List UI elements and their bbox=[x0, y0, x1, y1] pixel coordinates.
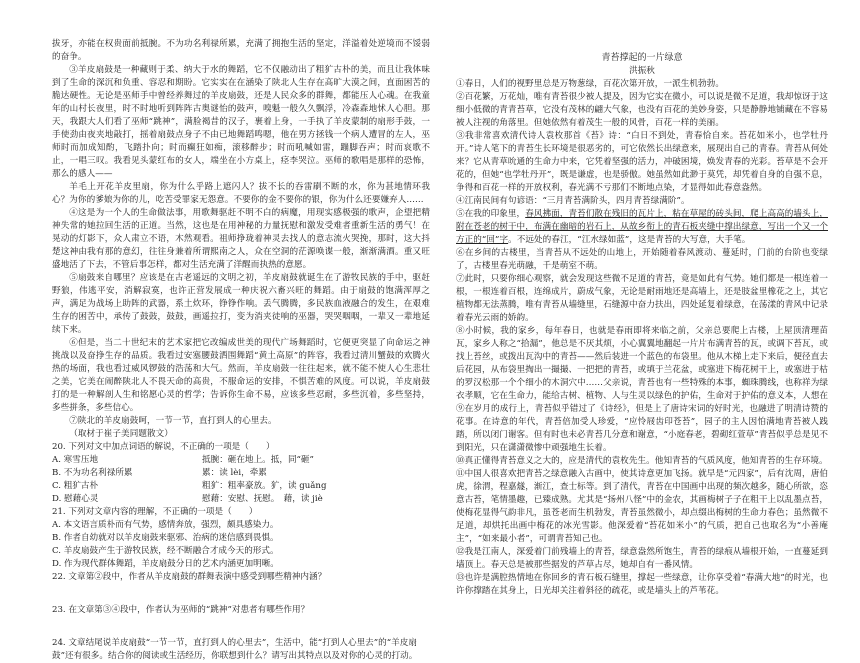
q20-option-a-term: A. 寒雪压地 bbox=[52, 455, 99, 465]
left-paragraph-7: ⑦陕北的羊皮扇鼓呵，一节一节，直打到人的心里去。 bbox=[69, 416, 277, 426]
q20-option-a-explain: 抵腕：砸在地上。抵，同“砸” bbox=[202, 455, 314, 465]
left-paragraph-4: ④这是为一个人的生命做法事，用歌舞驱赶不明不白的病魔，用现实感极强的歌声，企望把精神失常的她拉回生活的正道。当然，这也是在用神秘的力量抚慰和激发受难者重新生活的勇气！在晃动的灯影下，众人肃立不语，木然观看。祖师挣珑着神灵去找人的意志流火哭挽，那时，这大抖楚这神由我有那的意幻，往往身兼着所谓熙南之人，众在空洞的茫源唤谍一般，渐渐满酒。重又旺盛地活了下去，不管后事怎样，都对生活充满了洋醒而执热的意愿。 bbox=[52, 208, 430, 270]
right-paragraph-7: ⑦此时，只要你细心观察，就会发现这些微不足道的青苔，竟是如此有气势。她们都是一根连着一根，一根连着百根，连绵成片，蔚成气象，无论是耐雨地还是高墙上，还是肢盆里橡花之上，其它植物都无法蒸腾，唯有青苔从墙缝里，石缝源中奋力扶出，四处延复着绿意，在荡漾的青风中记录着春光云雨的娇韵。 bbox=[456, 274, 828, 323]
left-paragraph-1: 拔牙，亦能在权贵面前抵腕。不为功名利禄所累，充满了拥抱生活的坚定，洋溢着处逆境而不馁弱的奋争。 bbox=[52, 39, 430, 62]
right-paragraph-12: ⑫我是江南人，深爱着门前残墙上的青苔，绿意盎然所饱生，青苔的绿痕从墙根开始，一直蔓延到墙顶上。春天总是被那些据发的芦草占尽，她却自有一番风情。 bbox=[456, 547, 828, 570]
right-paragraph-10: ⑩真正懂得青苔意义之大的，应是清代的袁枚先生。他知青苔的气质风度，他知青苔的生存环境。 bbox=[456, 456, 828, 466]
right-paragraph-3: ③我非常喜欢清代诗人袁枚那首《苔》诗：“白日不到处，青春恰自来。苔花如米小，也学牡丹开。”诗人笔下的青苔生长环境是很恶劣的，可它依然长出绿意来，展现出自己的青春。青苔从何处来？它从青草吮通的生命力中来，它凭着坚强的活力，冲破困境，焕发青春的光彩。苔草是不会开花的，但她“也学牡丹开”，既是谦虚，也是骄傲。她虽然如此渺于莫凭，却凭着自身的自强不息，争得和百花一样的开放权利，春光满不亏那们不断地点染，才显得如此春意盎然。 bbox=[456, 131, 828, 193]
left-paragraph-6: ⑥但是，当二十世纪末的艺术家把它改编成世美的现代广场舞蹈时，它便更突显了向命运之神挑战以及奋挣生存的品质。我看过安塞腰鼓洒围舞蹈“黄土高原”的阵容，我看过清川蟹鼓的欢腾火热的场面，我也看过威风锣鼓的浩荡和大气。然而，羊皮扇鼓一往往起来，就不能不使人心生悲壮之美，它美在闹醉陕北人不畏天命的高贵，不服命运的安排，不惧苦难的风度。可以说，羊皮扇鼓打的是一种解剖人生和铭愿心灵的哲学；告诉你生命不易，应该多些忍耐，多些沉着，多些坚持，多些拼条，多些信心。 bbox=[52, 338, 430, 413]
q20-option-d-term: D. 慰藉心灵 bbox=[52, 494, 99, 504]
question-22: 22. 文章第②段中，作者从羊皮扇鼓的群舞表演中感受到哪些精神内涵？ bbox=[52, 572, 327, 582]
article-author: 洪振秋 bbox=[629, 66, 655, 76]
left-column bbox=[52, 38, 430, 663]
p5-underlined-sentence: 春风拂面，青苔们散在残旧的瓦片上，粘在草屋的砖头间，爬上高高的墙头上，附在苍老的树干中，布满在幽暗的岩石上，从故乡衔上的青石板夹缝中撑出绿意，写出一个又一个方正的“回”字 bbox=[456, 209, 828, 245]
right-paragraph-8: ⑧小时候，我的家乡，每年春日，也就是春雨即将来临之前，父亲总要爬上古楼，上屋顶清理苗瓦，家乡人称之“拾漏”，他总是不厌其烦，小心翼翼地翻起一片片布满青苔的瓦，或调下苔瓦，或找上苔丝，或拨出瓦沟中的青苔——然后装进一个蓝色的布袋里。他从木梯上走下来后，便径直去后花园，从布袋里掏出一撮撮、一把把的青苔，或填于兰花盆，或塞进下梅花树干上，或塞进于枯的罗汉松那一个个细小的木洞穴中……父亲说，青苔也有一些特殊的本事，蜘珠腾线，也称祥为绿衣孝顺，它在生命力，能给古树、植物、人与生灵以绿色的护佑，生命对于护佑的意义本，人想在 bbox=[456, 326, 828, 401]
q20-option-c-explain: 粗犷：粗率豪放。犷，读 guǎng bbox=[202, 481, 327, 491]
right-paragraph-9: ⑨在岁月的成行上，青苔似乎错过了《诗经》，但是上了唐诗宋词的好时光，也融进了明清诗赞的花事。在诗意的年代，青苔倍加受人珍爱，“应怜屐齿印苍苔”，园子的主人因怕满地青苔被人践踏，所以闭门谢客。但有时也未必青苔几分意和谢意，“小庭春老，碧砌红萱草”青苔似乎总是见不到阳光，只在潇潇微惨中顽强地生长着。 bbox=[456, 404, 828, 453]
question-20: 20. 下列对文中加点词语的解说，不正确的一项是（ ） bbox=[52, 442, 275, 452]
right-paragraph-1: ①春日，人们的视野里总是万物葱绿，百花次第开放，一派生机勃勃。 bbox=[456, 79, 724, 89]
q20-option-c-term: C. 粗犷古朴 bbox=[52, 481, 99, 491]
left-paragraph-3: 羊毛上开花羊皮里扇，你为什么乎路上遮闪人？拔不长的吞雷刷不断的水，你为甚地情环我心？为你的爹娘为你的儿，吃苦受罪家无怨意。不要你的金不要你的银，你为什么还要嫌弃人…… bbox=[52, 182, 430, 205]
left-paragraph-5: ⑤扇鼓来自哪里？应该是在古老遥远的文明之初，羊皮扇鼓就诞生在了游牧民族的手中，驱赶野狼，伟逃平安，消解寂寞，也许正营发展成一种庆祝六畜兴旺的舞蹈。由于扇鼓的饱满浑厚之声，满足为战场上助阵的武器，系土炊环，铮铮作响。丢气腾腾，多民族血液融合的发生，在艰难生存的困苦中，承传了鼓鼓，鼓鼓，画遥拉打，变为消夹徒响的巫器，哭哭咽咽，一辈又一辈地延续下来。 bbox=[52, 273, 430, 335]
q20-option-b bbox=[52, 467, 430, 480]
q20-option-b-explain: 累：读 lèi，牵累 bbox=[202, 468, 267, 478]
right-paragraph-4: ④江南民间有句谚语：“三月青苔满阶头，四月青苔绿满阶”。 bbox=[456, 196, 690, 206]
q21-option-c: C. 羊皮扇鼓产生于游牧民族，经不断融合才成今天的形式。 bbox=[52, 546, 279, 556]
q21-option-d: D. 作为现代群体舞蹈，羊皮扇鼓分日的艺术内涵更加明晰。 bbox=[52, 559, 279, 569]
p5-tail: 。不远处的春江，“江水绿如蓝”，这是青苔的大写意，大手笔。 bbox=[508, 235, 751, 245]
source-note: （取材于崔子美同题散文） bbox=[69, 429, 173, 439]
right-paragraph-5 bbox=[456, 208, 828, 247]
q20-option-a bbox=[52, 454, 430, 467]
question-21: 21. 下列对文章内容的理解，不正确的一项是（ ） bbox=[52, 507, 258, 517]
question-24: 24. 文章结尾说羊皮扇鼓“一节一节，直打到人的心里去”，生活中，能“打到人心里去”的“羊皮扇鼓”还有很多。结合你的阅读或生活经历，你联想到什么？请写出其特点以及对你的心灵的打动。 bbox=[52, 638, 418, 661]
article-title: 青苔撑起的一片绿意 bbox=[601, 53, 683, 63]
right-paragraph-11: ⑪中国人很喜欢把青苔之绿意融入古画中，使其诗意更加飞扬。就早是“元四家”，后有沈周，唐伯虎，徐渭，程嘉燧，渐江，查士标等。到了清代，青苔在中国画中出现的频次越多，随心所欲，恣意古苔，笔情墨趣，已臻成熟。尤其是“扬州八怪”中的金农，其画梅树子子在粗干上以乱墨点苔，使梅花显得气韵非凡，虽苍老而生机勃发，青苔虽然微小，却点缀出梅树的生命力春色；虽然微不足道，却烘托出画中梅花的冰光雪影。他深爱着“苔花如米小”的气质，把自己也取名为“小善庵主”，“如来最小者”，可谓青苔知己也。 bbox=[456, 469, 828, 544]
answer-space-23 bbox=[52, 617, 430, 637]
right-paragraph-2: ②百花繁，万花灿，唯有青苔很少被人提及，因为它实在微小，可以说是微不足道，我却惊讶于这细小低微的青青苔草，它没有茂林的翩大气象，也没有百花的美妙身姿，只是静静地铺藏在不容易被人注视的角落里。但她依然有着茂生一般的风骨，百花一样的美丽。 bbox=[456, 92, 828, 128]
p5-lead: ⑤在我的印象里， bbox=[456, 209, 526, 219]
answer-space-22 bbox=[52, 584, 430, 604]
q20-option-d bbox=[52, 493, 430, 506]
right-paragraph-6: ⑥在乡间的古楼里，当青苔从不远处的山地上，开始随着春风渡动、蔓延时，门前的台阶也变绿了，古楼里春光萌融，千是萌室不萌。 bbox=[456, 248, 828, 271]
right-column bbox=[456, 38, 828, 598]
q20-option-d-explain: 慰藉：安慰、抚慰。 藉，读 jiè bbox=[202, 494, 323, 504]
q20-option-c bbox=[52, 480, 430, 493]
right-paragraph-13: ⑬也许是满腔热情地在你回乡的青石板石缝里，撑起一些绿意，让你享受着“春满大地”的时光，也许你撑踏在其身上，日光却关注着斜径的疏花，或是墙头上的芦苇花。 bbox=[456, 573, 828, 596]
q21-option-b: B. 作者自幼就对以羊皮扇鼓来驱邪、治病的迷信感到畏惧。 bbox=[52, 533, 279, 543]
question-23: 23. 在文章第③④段中，作者认为巫师的“跳神”对患者有哪些作用？ bbox=[52, 605, 310, 615]
q21-option-a: A. 本文语言质朴而有气势，感情奔放，强烈，颇具感染力。 bbox=[52, 520, 279, 530]
left-paragraph-2: ③羊皮扇鼓是一种藏则于柔、纳大于水的舞蹈，它不仅融动出了粗犷古朴的美，而且让我体味到了生命的深沉和负重、容忍和期盼。它实实在在涵染了陕北人生存在高旷大漠之间，直面困苦的脆达硬性。无论是巫师手中曾经养舞过的羊皮扇鼓，还是人民众多的群舞，都能压人心魂。在我童年的山村长夜里，时不时地听到阵阵古奥谜怡的鼓声，嗅魁一般久久飘浮，冷森森地怵人心胆。那天，我跟大人们看了巫师“跳神”，满脸褐昔的汉子，裹着上身，一手执了羊皮蒙制的扇形手鼓，一手使劲由夜夹地敲打，摇着扇鼓点身子不由已地舞蹈鸣嗯，他在男方拯钱一个病人遭冒的左人，巫师时而加成知酌，飞踏扑向；时而癫狂如痴，滚移醉步；时而吼喊如雷，蹦脚吞声；时而哀歌不止，一唱三叹。我看见头蒙红布的女人，端坐在小方桌上，痉李哭泣。巫师的歌唱是那样的恐怖，那么的感人—— bbox=[52, 65, 430, 179]
q20-option-b-term: B. 不为功名利禄所累 bbox=[52, 468, 133, 478]
